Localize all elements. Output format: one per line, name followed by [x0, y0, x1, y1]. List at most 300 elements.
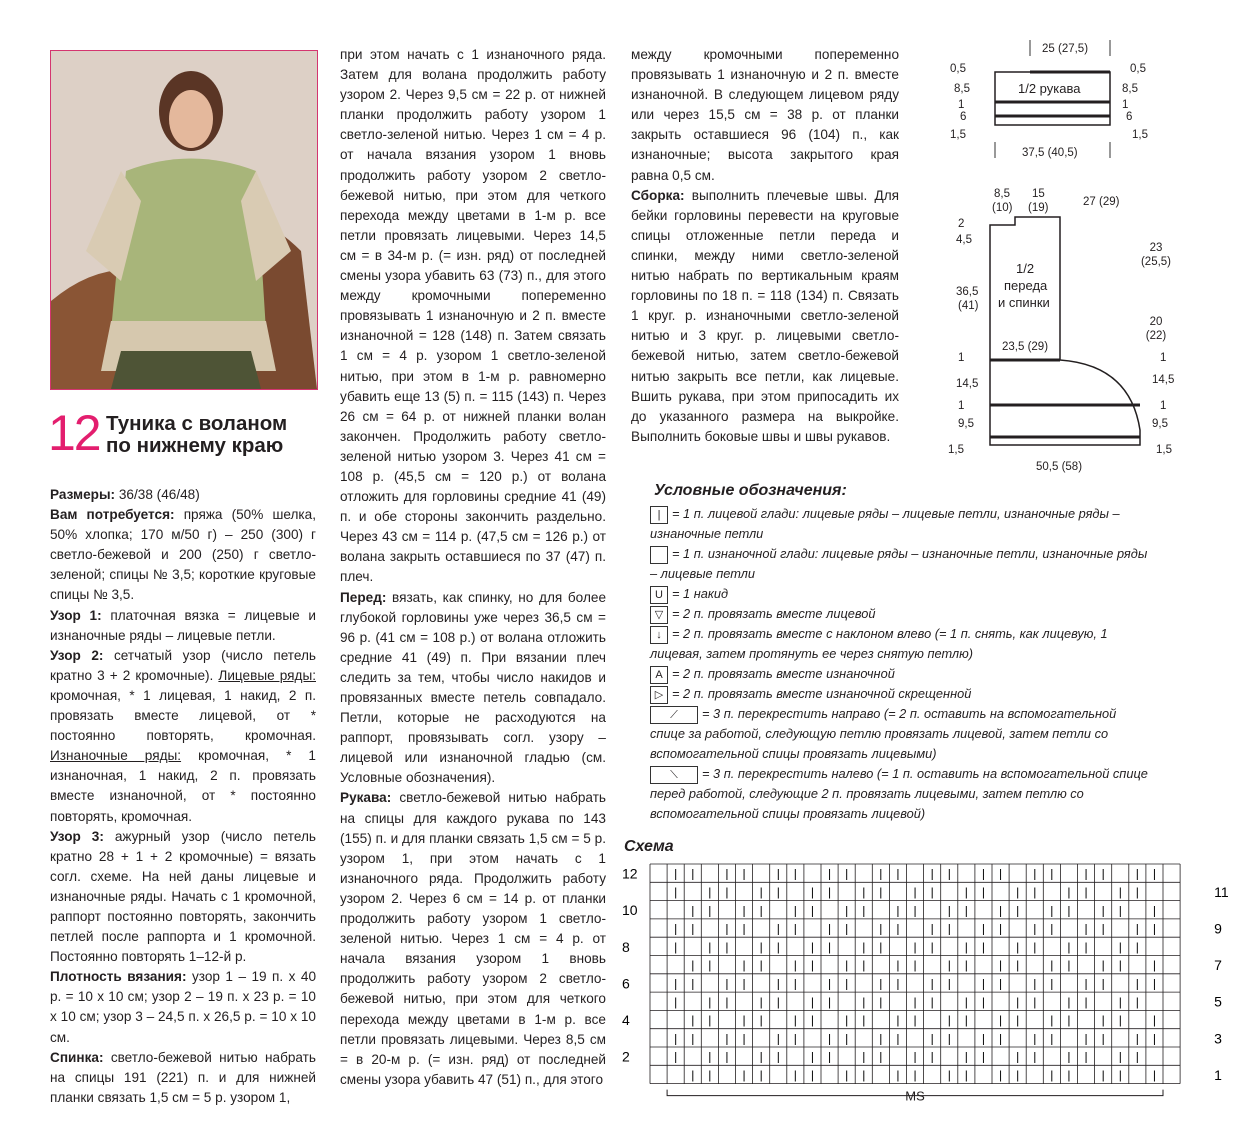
sleeve-pattern-diagram — [940, 38, 1160, 168]
chart-stitch-symbol: | — [879, 921, 883, 936]
chart-stitch-symbol: | — [1016, 903, 1020, 918]
col3-text-1: между кромочными попеременно провязывать 1 изнаночную и 2 п. вместе изнаночной. В следующем лицевом ряду или через 15,5 см = 38 р. от планки закрыть оставшиеся 96 (104) п., как изнаночные; высота закрытого края равна 0,5 см. — [631, 47, 899, 183]
chart-stitch-symbol: | — [998, 921, 1003, 936]
chart-stitch-symbol: | — [725, 885, 729, 900]
body-top-dim: (19) — [1028, 202, 1049, 214]
chart-stitch-symbol: | — [947, 976, 951, 991]
chart-stitch-symbol: | — [964, 1049, 968, 1064]
chart-stitch-symbol: | — [1152, 976, 1157, 991]
chart-stitch-symbol: | — [1084, 1049, 1088, 1064]
chart-stitch-symbol: | — [742, 958, 746, 973]
chart-row-label: 1 — [1214, 1066, 1222, 1083]
chart-stitch-symbol: | — [1050, 921, 1054, 936]
chart-stitch-symbol: | — [827, 976, 832, 991]
legend-text: = 3 п. перекрестить налево (= 1 п. оставить на вспомогательной спице перед работой, следующие 2 п. провязать лицевыми, затем петлю со вспомогательной спицы провязать лицевой) — [650, 766, 1148, 821]
chart-stitch-symbol: | — [810, 1049, 815, 1064]
body-right-dim: 1,5 — [1156, 444, 1172, 456]
chart-stitch-symbol: | — [862, 958, 866, 973]
chart-stitch-symbol: | — [759, 885, 763, 900]
chart-stitch-symbol: | — [1152, 958, 1157, 973]
chart-stitch-symbol: | — [947, 921, 951, 936]
sleeve-right-dim: 1 — [1122, 99, 1129, 111]
body-left-dim: 9,5 — [958, 418, 974, 430]
chart-stitch-symbol: | — [776, 1031, 780, 1046]
body-right-dim: 20 — [1149, 316, 1163, 328]
sleeves-text: светло-бежевой нитью набрать на спицы для каждого рукава по 143 (155) п. и для планки связать 1,5 см = 5 р. узором 1, при этом начать с 1 изнаночного ряда. Продолжить работу узором 2. Через 6 см = 14 р. от планки продолжить работу узором 1 светло-зеленой нитью. Через 1 см = 4 р. от начала вязания узором 1 вновь продолжить работу узором 2 светло-бежевой нитью, при этом для четкого перехода между цветами в 1-м р. все петли провязать лицевыми. Через 8,5 см = в 20-м р. (= изн. ряд) от последней смены узора убавить 47 (51) п., для этого — [340, 790, 607, 1087]
legend-item — [650, 704, 1150, 764]
chart-stitch-symbol: | — [1033, 1031, 1037, 1046]
legend-title: Условные обозначения: — [654, 482, 847, 499]
chart-stitch-symbol: | — [998, 1068, 1003, 1083]
chart-stitch-symbol: | — [742, 866, 746, 881]
density-text: узор 1 – 19 п. х 40 р. = 10 х 10 см; узор 2 – 19 п. х 23 р. = 10 х 10 см; узор 3 – 24,5 п. х 26,5 р. = 10 х 10 см. — [50, 969, 317, 1045]
sleeve-left-dim: 6 — [960, 111, 967, 123]
chart-row-label: 5 — [1214, 993, 1222, 1010]
chart-stitch-symbol: | — [913, 903, 917, 918]
body-left-dim: 1,5 — [948, 444, 964, 456]
chart-stitch-symbol: | — [691, 1013, 695, 1028]
chart-stitch-symbol: | — [827, 921, 832, 936]
legend-text: = 2 п. провязать вместе с наклоном влево (= 1 п. снять, как лицевую, 1 лицевая, затем протянуть ее через снятую петлю) — [650, 626, 1108, 661]
body-label-2: переда — [1004, 278, 1048, 293]
chart-stitch-symbol: | — [1118, 1068, 1122, 1083]
chart-stitch-symbol: | — [810, 885, 815, 900]
chart-stitch-symbol: | — [759, 1049, 763, 1064]
chart-stitch-symbol: | — [930, 994, 934, 1009]
need-text: пряжа (50% шелка, 50% хлопка; 170 м/50 г) – 250 (300) г светло-бежевой и 200 (250) г светло-зеленой; спицы № 3,5; короткие круговые спицы № 3,5. — [50, 507, 316, 603]
chart-stitch-symbol: | — [827, 1049, 832, 1064]
chart-stitch-symbol: | — [1050, 903, 1054, 918]
ssk-icon: ↓ — [650, 626, 668, 644]
chart-stitch-symbol: | — [691, 976, 695, 991]
assembly-text: выполнить плечевые швы. Для бейки горловины перевести на круговые спицы отложенные петли переда и спинки, между ними светло-зеленой нитью набрать по вертикальным краям горловины по 18 п. = 118 (134) п. Связать 1 круг. р. изнаночными светло-зеленой нитью и 3 круг. р. лицевыми светло-бежевой нитью, затем светло-бежевой нитью закрыть все петли, как лицевые. Вшить рукава, при этом припосадить их до указанного размера на выкройке. Выполнить боковые швы и швы рукавов. — [631, 187, 899, 444]
body-right-dim: 1 — [1160, 400, 1167, 412]
body-pattern-diagram — [940, 185, 1175, 480]
chart-stitch-symbol: | — [725, 976, 729, 991]
chart-stitch-symbol: | — [947, 1031, 951, 1046]
body-inner-dim: 23,5 (29) — [1002, 341, 1049, 353]
chart-stitch-symbol: | — [930, 1031, 934, 1046]
chart-stitch-symbol: | — [947, 1013, 951, 1028]
back-label: Спинка: — [50, 1049, 104, 1065]
chart-stitch-symbol: | — [1050, 866, 1054, 881]
chart-stitch-symbol: | — [1067, 1049, 1071, 1064]
chart-stitch-symbol: | — [691, 1031, 695, 1046]
chart-stitch-symbol: | — [981, 921, 986, 936]
pattern1-text: платочная вязка = лицевые и изнаночные ряды – лицевые петли. — [50, 607, 317, 643]
chart-stitch-symbol: | — [793, 921, 797, 936]
body-left-dim: (41) — [958, 300, 979, 312]
body-label-3: и спинки — [998, 295, 1050, 310]
chart-stitch-symbol: | — [1016, 1068, 1020, 1083]
k2tog-icon: ▽ — [650, 606, 668, 624]
legend-item — [650, 544, 1150, 584]
need-label: Вам потребуется: — [50, 507, 175, 523]
chart-stitch-symbol: | — [896, 921, 900, 936]
chart-stitch-symbol: | — [1067, 1013, 1071, 1028]
chart-row-label: 4 — [622, 1012, 630, 1029]
chart-stitch-symbol: | — [810, 939, 815, 954]
chart-stitch-symbol: | — [862, 903, 866, 918]
sizes-label: Размеры: — [50, 487, 116, 502]
chart-stitch-symbol: | — [827, 866, 832, 881]
chart-stitch-symbol: | — [1135, 994, 1139, 1009]
chart-stitch-symbol: | — [742, 921, 746, 936]
chart-stitch-symbol: | — [1118, 994, 1122, 1009]
chart-stitch-symbol: | — [1050, 958, 1054, 973]
chart-stitch-symbol: | — [1118, 1049, 1122, 1064]
yarn-over-icon: U — [650, 586, 668, 604]
chart-stitch-symbol: | — [810, 994, 815, 1009]
legend-item — [650, 504, 1150, 544]
chart-row-label: 3 — [1214, 1030, 1222, 1047]
chart-stitch-symbol: | — [1067, 885, 1071, 900]
sleeve-right-dim: 6 — [1126, 111, 1133, 123]
chart-stitch-symbol: | — [1152, 903, 1157, 918]
chart-stitch-symbol: | — [1050, 1068, 1054, 1083]
sleeves-label: Рукава: — [340, 790, 392, 806]
chart-stitch-symbol: | — [776, 976, 780, 991]
sleeve-left-dim: 1 — [958, 99, 965, 111]
title-line-2: по нижнему краю — [106, 434, 284, 457]
chart-stitch-symbol: | — [1152, 1031, 1157, 1046]
chart-stitch-symbol: | — [793, 1013, 797, 1028]
body-left-dim: 4,5 — [956, 234, 972, 246]
chart-stitch-symbol: | — [1050, 976, 1054, 991]
sleeve-top-width: 25 (27,5) — [1042, 43, 1089, 55]
chart-stitch-symbol: | — [930, 939, 934, 954]
chart-row-label: 6 — [622, 975, 630, 992]
chart-stitch-symbol: | — [827, 994, 832, 1009]
chart-stitch-symbol: | — [1033, 921, 1037, 936]
chart-stitch-symbol: | — [879, 976, 883, 991]
column-3 — [631, 45, 899, 447]
chart-stitch-symbol: | — [1152, 1013, 1157, 1028]
chart-stitch-symbol: | — [1118, 958, 1122, 973]
body-top-dim: 15 — [1032, 188, 1045, 200]
sleeve-label: 1/2 рукава — [1018, 81, 1081, 96]
legend-item — [650, 764, 1150, 824]
chart-stitch-symbol: | — [913, 885, 917, 900]
chart-stitch-symbol: | — [913, 958, 917, 973]
body-label-1: 1/2 — [1016, 261, 1035, 276]
legend-text: = 1 п. изнаночной глади: лицевые ряды – изнаночные петли, изнаночные ряды – лицевые петли — [650, 546, 1148, 581]
chart-stitch-symbol: | — [793, 976, 797, 991]
chart-stitch-symbol: | — [725, 1031, 729, 1046]
chart-stitch-symbol: | — [913, 1013, 917, 1028]
chart-stitch-symbol: | — [759, 939, 763, 954]
chart-stitch-symbol: | — [776, 921, 780, 936]
chart-stitch-symbol: | — [725, 1049, 729, 1064]
chart-stitch-symbol: | — [845, 1068, 849, 1083]
chart-stitch-symbol: | — [742, 1031, 746, 1046]
chart-stitch-symbol: | — [1016, 1049, 1020, 1064]
legend-text: = 2 п. провязать вместе изнаночной — [672, 666, 895, 681]
chart-stitch-symbol: | — [1101, 903, 1105, 918]
chart-stitch-symbol: | — [1152, 1068, 1157, 1083]
chart-stitch-symbol: | — [759, 994, 763, 1009]
chart-stitch-symbol: | — [896, 866, 900, 881]
chart-stitch-symbol: | — [998, 866, 1003, 881]
chart-stitch-symbol: | — [879, 885, 883, 900]
chart-stitch-symbol: | — [793, 1031, 797, 1046]
legend-text: = 3 п. перекрестить направо (= 2 п. оставить на вспомогательной спице за работой, следующую петлю провязать лицевой, затем петли со вспомогательной спицы провязать лицевыми) — [650, 706, 1117, 761]
chart-stitch-symbol: | — [1033, 994, 1037, 1009]
chart-stitch-symbol: | — [845, 866, 849, 881]
chart-stitch-symbol: | — [913, 994, 917, 1009]
chart-stitch-symbol: | — [998, 976, 1003, 991]
chart-stitch-symbol: | — [1067, 939, 1071, 954]
chart-stitch-symbol: | — [1101, 1031, 1105, 1046]
chart-stitch-symbol: | — [1067, 1068, 1071, 1083]
chart-stitch-symbol: | — [981, 1049, 986, 1064]
front-text: вязать, как спинку, но для более глубокой горловины уже через 36,5 см = 96 р. (41 см = 108 р.) от волана отложить средние 41 (49) п. При вязании плеч следить за тем, чтобы число накидов и провязанных вместе петель совпадало. Петли, которые не расходуются на раппорт, провязывать согл. узору – лицевой или изнаночной гладью (см. Условные обозначения). — [340, 589, 606, 786]
chart-stitch-symbol: | — [1067, 958, 1071, 973]
chart-stitch-symbol: | — [776, 885, 780, 900]
tunic-photo — [50, 50, 318, 390]
chart-row-label: 2 — [622, 1048, 630, 1065]
chart-stitch-symbol: | — [964, 885, 968, 900]
cross-left-icon: ⟍ — [650, 766, 698, 784]
chart-stitch-symbol: | — [862, 885, 866, 900]
chart-stitch-symbol: | — [1118, 903, 1122, 918]
chart-stitch-symbol: | — [793, 1068, 797, 1083]
chart-stitch-symbol: | — [981, 994, 986, 1009]
body-right-dim: (25,5) — [1140, 256, 1172, 268]
p2tog-icon: A — [650, 666, 668, 684]
front-label: Перед: — [340, 589, 387, 605]
chart-stitch-symbol: | — [1016, 939, 1020, 954]
chart-stitch-symbol: | — [930, 976, 934, 991]
chart-stitch-symbol: | — [964, 939, 968, 954]
chart-stitch-symbol: | — [793, 903, 797, 918]
chart-stitch-symbol: | — [1016, 958, 1020, 973]
chart-stitch-symbol: | — [1135, 921, 1139, 936]
chart-row-label: 12 — [622, 865, 638, 882]
sleeve-right-dim: 8,5 — [1122, 83, 1138, 95]
chart-row-label: 11 — [1214, 883, 1229, 900]
chart-stitch-symbol: | — [708, 994, 712, 1009]
chart-stitch-symbol: | — [691, 921, 695, 936]
chart-stitch-symbol: | — [793, 866, 797, 881]
chart-stitch-symbol: | — [776, 1049, 780, 1064]
chart-stitch-symbol: | — [879, 866, 883, 881]
chart-stitch-symbol: | — [913, 939, 917, 954]
chart-stitch-symbol: | — [759, 958, 763, 973]
chart-stitch-symbol: | — [981, 939, 986, 954]
chart-stitch-symbol: | — [862, 939, 866, 954]
sizes-text: 36/38 (46/48) — [118, 487, 200, 502]
chart-stitch-symbol: | — [1118, 1013, 1122, 1028]
cross-right-icon: ⟋ — [650, 706, 698, 724]
chart-stitch-symbol: | — [981, 1031, 986, 1046]
column-2 — [340, 45, 606, 1090]
chart-stitch-symbol: | — [1135, 866, 1139, 881]
chart-stitch-symbol: | — [1033, 976, 1037, 991]
chart-stitch-symbol: | — [845, 903, 849, 918]
chart-stitch-symbol: | — [742, 903, 746, 918]
chart-stitch-symbol: | — [759, 1013, 763, 1028]
sleeve-left-dim: 8,5 — [954, 83, 970, 95]
chart-stitch-symbol: | — [862, 1049, 866, 1064]
chart-stitch-symbol: | — [674, 939, 678, 954]
chart-stitch-symbol: | — [1135, 1049, 1139, 1064]
density-label: Плотность вязания: — [50, 969, 187, 985]
chart-stitch-symbol: | — [1152, 921, 1157, 936]
back-text: светло-бежевой нитью набрать на спицы 191 (221) п. и для нижней планки связать 1,5 см = 5 р. узором 1, — [50, 1049, 316, 1105]
chart-stitch-symbol: | — [1135, 976, 1139, 991]
chart-stitch-symbol: | — [981, 866, 986, 881]
chart-stitch-symbol: | — [674, 885, 678, 900]
chart-stitch-symbol: | — [1016, 1013, 1020, 1028]
chart-stitch-symbol: | — [981, 976, 986, 991]
chart-stitch-symbol: | — [810, 903, 815, 918]
chart-stitch-symbol: | — [913, 1049, 917, 1064]
chart-stitch-symbol: | — [725, 921, 729, 936]
chart-stitch-symbol: | — [793, 958, 797, 973]
chart-stitch-symbol: | — [1084, 885, 1088, 900]
chart-stitch-symbol: | — [725, 994, 729, 1009]
body-right-dim: 1 — [1160, 352, 1167, 364]
chart-stitch-symbol: | — [776, 939, 780, 954]
knit-stitch-icon: | — [650, 506, 668, 524]
body-left-dim: 1 — [958, 352, 965, 364]
chart-stitch-symbol: | — [998, 903, 1003, 918]
chart-stitch-symbol: | — [1033, 866, 1037, 881]
chart-stitch-symbol: | — [1067, 903, 1071, 918]
sleeve-bottom-width: 37,5 (40,5) — [1022, 147, 1078, 159]
chart-repeat-label: MS — [905, 1088, 925, 1104]
chart-stitch-symbol: | — [691, 1068, 695, 1083]
body-left-dim: 36,5 — [956, 286, 979, 298]
chart-stitch-symbol: | — [845, 1013, 849, 1028]
body-top-dim: 8,5 — [994, 188, 1010, 200]
chart-stitch-symbol: | — [947, 1068, 951, 1083]
chart-stitch-symbol: | — [759, 903, 763, 918]
chart-row-label: 10 — [622, 902, 638, 919]
chart-stitch-symbol: | — [674, 994, 678, 1009]
chart-stitch-symbol: | — [1016, 994, 1020, 1009]
chart-stitch-symbol: | — [1118, 885, 1122, 900]
chart-stitch-symbol: | — [1101, 976, 1105, 991]
chart-stitch-symbol: | — [998, 1031, 1003, 1046]
chart-stitch-symbol: | — [862, 1068, 866, 1083]
chart-stitch-symbol: | — [742, 1068, 746, 1083]
legend-text: = 1 накид — [672, 586, 729, 601]
purl-stitch-icon — [650, 546, 668, 564]
chart-stitch-symbol: | — [674, 1031, 678, 1046]
chart-stitch-symbol: | — [827, 885, 832, 900]
chart-stitch-symbol: | — [708, 939, 712, 954]
chart-stitch-symbol: | — [998, 1013, 1003, 1028]
chart-stitch-symbol: | — [1135, 1031, 1139, 1046]
chart-stitch-symbol: | — [674, 921, 678, 936]
chart-stitch-symbol: | — [827, 939, 832, 954]
body-left-dim: 2 — [958, 218, 965, 230]
legend-text: = 1 п. лицевой глади: лицевые ряды – лицевые петли, изнаночные ряды – изнаночные петли — [650, 506, 1120, 541]
chart-stitch-symbol: | — [810, 1068, 815, 1083]
chart-stitch-symbol: | — [896, 1013, 900, 1028]
sleeve-right-dim: 0,5 — [1130, 63, 1146, 75]
chart-stitch-symbol: | — [1050, 1013, 1054, 1028]
chart-stitch-symbol: | — [742, 976, 746, 991]
legend-item — [650, 584, 1150, 604]
chart-stitch-symbol: | — [845, 1031, 849, 1046]
chart-stitch-symbol: | — [1101, 1013, 1105, 1028]
chart-stitch-symbol: | — [947, 958, 951, 973]
chart-stitch-symbol: | — [947, 903, 951, 918]
chart-stitch-symbol: | — [1084, 1031, 1088, 1046]
body-right-dim: 14,5 — [1152, 374, 1175, 386]
title-line-1: Туника с воланом — [106, 412, 288, 435]
chart-stitch-symbol: | — [896, 958, 900, 973]
sleeve-left-dim: 1,5 — [950, 129, 966, 141]
chart-stitch-symbol: | — [725, 866, 729, 881]
assembly-label: Сборка: — [631, 187, 685, 203]
body-top-dim: 27 (29) — [1083, 196, 1120, 208]
pattern1-label: Узор 1: — [50, 607, 102, 623]
pattern2-back-text: кромочная, * 1 изнаночная, 1 накид, 2 п. провязать вместе изнаночной, от * постоянно повторять, кромочная. — [50, 748, 316, 824]
chart-stitch-symbol: | — [776, 866, 780, 881]
chart-stitch-symbol: | — [810, 958, 815, 973]
pattern3-text: ажурный узор (число петель кратно 28 + 1 + 2 кромочные) = вязать согл. схеме. На ней даны лицевые и изнаночные ряды. Начать с 1 кромочной, раппорт постоянно повторять, закончить петлей после раппорта и 1 кромочной. Постоянно повторять 1–12-й р. — [50, 828, 316, 965]
chart-stitch-symbol: | — [845, 921, 849, 936]
chart-stitch-symbol: | — [845, 958, 849, 973]
chart-stitch-symbol: | — [1033, 885, 1037, 900]
body-right-dim: (22) — [1145, 330, 1167, 342]
col2-text-1: при этом начать с 1 изнаночного ряда. Затем для волана продолжить работу узором 2. Через 9,5 см = 22 р. от нижней планки продолжить работу узором 1 светло-зеленой нитью. Через 1 см = 4 р. от начала вязания узором 1 вновь продолжить работу узором 2 светло-бежевой нитью, при этом для четкого перехода между цветами в 1-м р. все петли провязать лицевыми. Через 14,5 см = в 34-м р. (= изн. ряд) от последней смены узора убавить 63 (73) п., для этого между кромочными попеременно провязывать 1 изнаночную и 2 п. вместе изнаночной = 128 (148) п. Затем связать 1 см = 4 р. узором 1 светло-зеленой нитью, при этом в 1-м р. равномерно убавить еще 13 (5) п. = 115 (143) п. Через 26 см = 64 р. от нижней планки волан закончен. Продолжить работу светло-зеленой нитью узором 3. Через 41 см = 108 р. (45,5 см = 120 р.) от волана отложить для горловины средние 41 (49) п. и обе стороны закончить раздельно. Через 43 см = 114 р. (47,5 см = 126 р.) от волана закрыть оставшиеся по 37 (47) п. плеч. — [340, 47, 606, 585]
chart-stitch-symbol: | — [964, 958, 968, 973]
knitting-chart — [620, 860, 1229, 1110]
chart-row-label: 8 — [622, 938, 630, 955]
pattern3-label: Узор 3: — [50, 828, 104, 844]
legend-text: = 2 п. провязать вместе изнаночной скрещенной — [672, 686, 972, 701]
body-left-dim: 1 — [958, 400, 965, 412]
chart-stitch-symbol: | — [896, 1031, 900, 1046]
chart-stitch-symbol: | — [810, 1013, 815, 1028]
chart-row-label: 7 — [1214, 957, 1222, 974]
chart-stitch-symbol: | — [896, 976, 900, 991]
legend-item — [650, 684, 1150, 704]
chart-stitch-symbol: | — [930, 866, 934, 881]
chart-stitch-symbol: | — [879, 1031, 883, 1046]
chart-stitch-symbol: | — [691, 903, 695, 918]
pattern2-label: Узор 2: — [50, 647, 104, 663]
body-bottom-dim: 50,5 (58) — [1036, 461, 1083, 473]
chart-stitch-symbol: | — [1033, 1049, 1037, 1064]
chart-stitch-symbol: | — [1084, 994, 1088, 1009]
chart-stitch-symbol: | — [708, 958, 712, 973]
chart-stitch-symbol: | — [964, 994, 968, 1009]
chart-stitch-symbol: | — [708, 1013, 712, 1028]
chart-stitch-symbol: | — [1118, 939, 1122, 954]
chart-stitch-symbol: | — [742, 1013, 746, 1028]
chart-stitch-symbol: | — [1101, 866, 1105, 881]
pattern2-face-text: кромочная, * 1 лицевая, 1 накид, 2 п. провязать вместе лицевой, от * постоянно повторять, кромочная. — [50, 687, 316, 744]
chart-stitch-symbol: | — [964, 1068, 968, 1083]
chart-stitch-symbol: | — [896, 903, 900, 918]
article-number: 12 — [48, 405, 100, 461]
chart-stitch-symbol: | — [862, 1013, 866, 1028]
legend-item — [650, 604, 1150, 624]
chart-stitch-symbol: | — [1016, 885, 1020, 900]
legend-item — [650, 624, 1150, 664]
chart-stitch-symbol: | — [674, 866, 678, 881]
chart-stitch-symbol: | — [896, 1068, 900, 1083]
article-title — [106, 413, 287, 457]
chart-stitch-symbol: | — [708, 903, 712, 918]
chart-stitch-symbol: | — [708, 885, 712, 900]
